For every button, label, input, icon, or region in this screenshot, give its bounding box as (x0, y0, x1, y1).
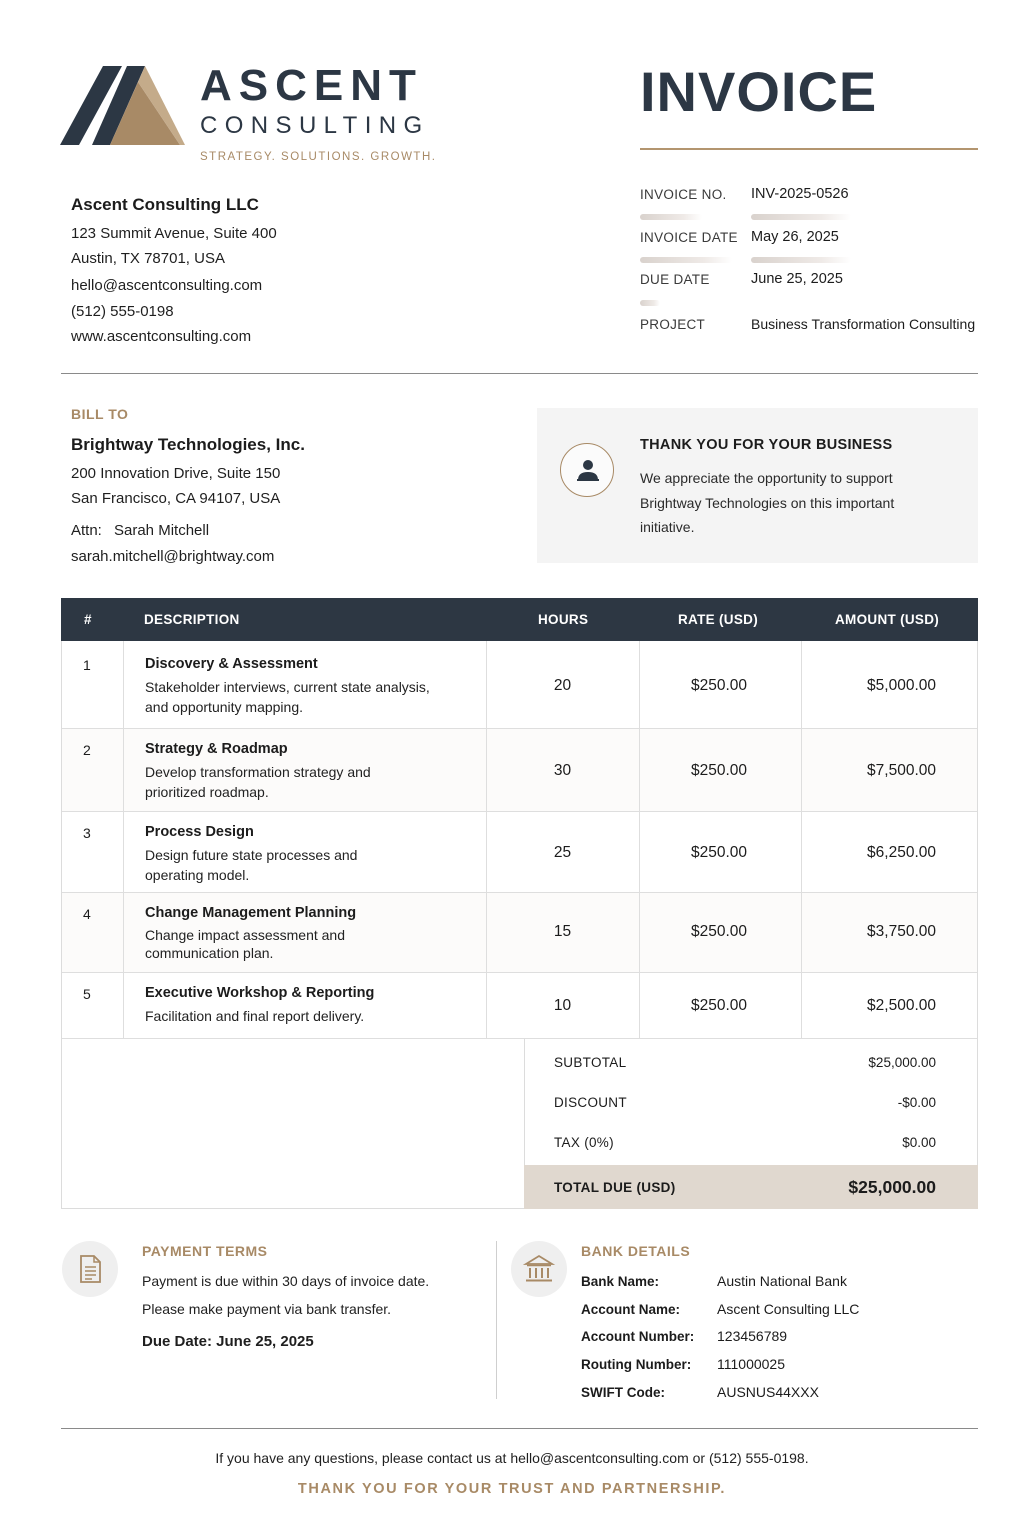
company-phone: (512) 555-0198 (71, 303, 174, 320)
item-description-line: Develop transformation strategy and (145, 764, 371, 780)
brand-subname: CONSULTING (200, 112, 430, 139)
col-amount-header: AMOUNT (USD) (835, 612, 940, 627)
blurred-mark (751, 257, 851, 263)
item-description-line: Change impact assessment and (145, 927, 345, 943)
title-divider (640, 148, 978, 150)
brand-tagline: STRATEGY. SOLUTIONS. GROWTH. (200, 151, 437, 163)
company-city-line: Austin, TX 78701, USA (71, 250, 225, 267)
item-hours: 25 (553, 844, 572, 861)
thank-you-line: We appreciate the opportunity to support (640, 470, 893, 486)
col-description-header: DESCRIPTION (144, 612, 240, 627)
total-due-value: $25,000.00 (848, 1177, 936, 1197)
item-rate: $250.00 (690, 762, 748, 779)
thank-you-message (640, 466, 940, 540)
item-title: Executive Workshop & Reporting (145, 985, 375, 1001)
item-description-line: and opportunity mapping. (145, 698, 303, 715)
client-attn-label: Attn: (71, 522, 102, 539)
blurred-mark (640, 214, 702, 220)
account-name-label: Account Name: (581, 1302, 681, 1317)
table-row (62, 973, 977, 1039)
client-email[interactable]: sarah.mitchell@brightway.com (71, 548, 275, 565)
bank-details-heading: BANK DETAILS (581, 1243, 691, 1259)
item-description-line: Facilitation and final report delivery. (145, 1008, 365, 1024)
company-email[interactable]: hello@ascentconsulting.com (71, 277, 263, 294)
routing-number-value: 111000025 (717, 1356, 785, 1372)
person-icon-badge (560, 443, 614, 497)
due-date-label: DUE DATE (640, 272, 710, 287)
document-icon (62, 1241, 118, 1297)
bank-name-value: Austin National Bank (717, 1273, 847, 1289)
invoice-date-label: INVOICE DATE (640, 230, 738, 245)
account-name-value: Ascent Consulting LLC (717, 1301, 860, 1317)
item-description (145, 763, 465, 802)
client-city-line: San Francisco, CA 94107, USA (71, 490, 281, 507)
invoice-no-label: INVOICE NO. (640, 187, 727, 202)
bill-to-heading: BILL TO (71, 406, 129, 422)
client-address-line: 200 Innovation Drive, Suite 150 (71, 465, 281, 482)
item-rate: $250.00 (690, 677, 748, 694)
col-rate-header: RATE (USD) (678, 612, 758, 627)
account-number-value: 123456789 (717, 1328, 788, 1344)
row-number: 1 (83, 657, 91, 673)
item-amount: $7,500.00 (867, 762, 936, 779)
item-amount: $2,500.00 (867, 997, 936, 1014)
thank-you-title: THANK YOU FOR YOUR BUSINESS (640, 437, 893, 453)
payment-terms-heading: PAYMENT TERMS (142, 1243, 268, 1259)
thank-you-line: Brightway Technologies on this important (640, 494, 895, 511)
person-icon (561, 444, 615, 498)
document-icon-badge (62, 1241, 118, 1297)
blurred-mark (640, 300, 660, 306)
table-row (62, 812, 977, 893)
account-number-label: Account Number: (581, 1329, 695, 1344)
table-row (62, 893, 977, 973)
item-amount: $6,250.00 (867, 844, 936, 861)
item-hours: 30 (553, 762, 572, 779)
item-description (145, 1007, 465, 1027)
bank-icon-badge (511, 1241, 567, 1297)
discount-value: -$0.00 (897, 1095, 936, 1110)
table-row (62, 641, 977, 729)
total-due-label: TOTAL DUE (USD) (554, 1180, 676, 1195)
bank-name-label: Bank Name: (581, 1274, 660, 1289)
col-number-header: # (84, 612, 92, 627)
blurred-mark (751, 214, 851, 220)
item-rate: $250.00 (690, 844, 748, 861)
swift-code-value: AUSNUS44XXX (717, 1384, 819, 1400)
tax-label: TAX (0%) (554, 1135, 614, 1150)
item-hours: 10 (553, 997, 572, 1014)
item-hours: 20 (553, 677, 572, 694)
footer-divider (61, 1428, 978, 1429)
ascent-mountain-logo (60, 62, 190, 148)
item-description (145, 678, 465, 717)
tax-value: $0.00 (902, 1135, 936, 1150)
table-row (62, 729, 977, 812)
item-title: Process Design (145, 824, 254, 840)
due-date-value: June 25, 2025 (751, 271, 843, 287)
item-description-line: operating model. (145, 866, 250, 883)
item-rate: $250.00 (690, 923, 748, 940)
item-title: Change Management Planning (145, 905, 357, 921)
subtotal-label: SUBTOTAL (554, 1055, 627, 1070)
invoice-date-value: May 26, 2025 (751, 229, 839, 245)
discount-label: DISCOUNT (554, 1095, 627, 1110)
client-attn-name: Sarah Mitchell (114, 522, 210, 539)
company-name: Ascent Consulting LLC (71, 195, 259, 214)
bank-icon (511, 1241, 567, 1297)
item-description-line: Stakeholder interviews, current state analysis, (145, 679, 430, 695)
footer-thank-you: THANK YOU FOR YOUR TRUST AND PARTNERSHIP. (297, 1481, 727, 1497)
client-name: Brightway Technologies, Inc. (71, 435, 305, 454)
company-website[interactable]: www.ascentconsulting.com (71, 328, 252, 345)
item-title: Strategy & Roadmap (145, 741, 288, 757)
project-label: PROJECT (640, 317, 706, 332)
row-number: 3 (83, 825, 91, 841)
swift-code-label: SWIFT Code: (581, 1385, 665, 1400)
payment-terms-line: Please make payment via bank transfer. (142, 1301, 392, 1317)
subtotal-value: $25,000.00 (868, 1055, 936, 1070)
blurred-mark (640, 257, 732, 263)
item-hours: 15 (553, 923, 572, 940)
item-description-line: prioritized roadmap. (145, 783, 269, 800)
item-amount: $5,000.00 (867, 677, 936, 694)
footer-contact-note: If you have any questions, please contact us at hello@ascentconsulting.com or (512) 555-0198. (215, 1450, 809, 1466)
col-hours-header: HOURS (538, 612, 589, 627)
item-description (145, 926, 465, 962)
item-description-line: communication plan. (145, 945, 274, 961)
header-divider (61, 373, 978, 374)
item-description (145, 846, 465, 885)
company-address-line: 123 Summit Avenue, Suite 400 (71, 225, 277, 242)
project-value: Business Transformation Consulting (751, 316, 976, 332)
routing-number-label: Routing Number: (581, 1357, 692, 1372)
invoice-no-value: INV-2025-0526 (751, 186, 849, 202)
thank-you-line: initiative. (640, 519, 695, 535)
row-number: 5 (83, 986, 91, 1002)
payment-terms-line: Payment is due within 30 days of invoice date. (142, 1273, 430, 1289)
item-amount: $3,750.00 (867, 923, 936, 940)
payment-due-date: Due Date: June 25, 2025 (142, 1333, 314, 1350)
row-number: 2 (83, 742, 91, 758)
footer-column-divider (496, 1241, 497, 1399)
brand-name: ASCENT (200, 61, 423, 110)
item-rate: $250.00 (690, 997, 748, 1014)
row-number: 4 (83, 906, 91, 922)
invoice-title: INVOICE (640, 60, 878, 123)
item-description-line: Design future state processes and (145, 847, 358, 863)
item-title: Discovery & Assessment (145, 656, 318, 672)
